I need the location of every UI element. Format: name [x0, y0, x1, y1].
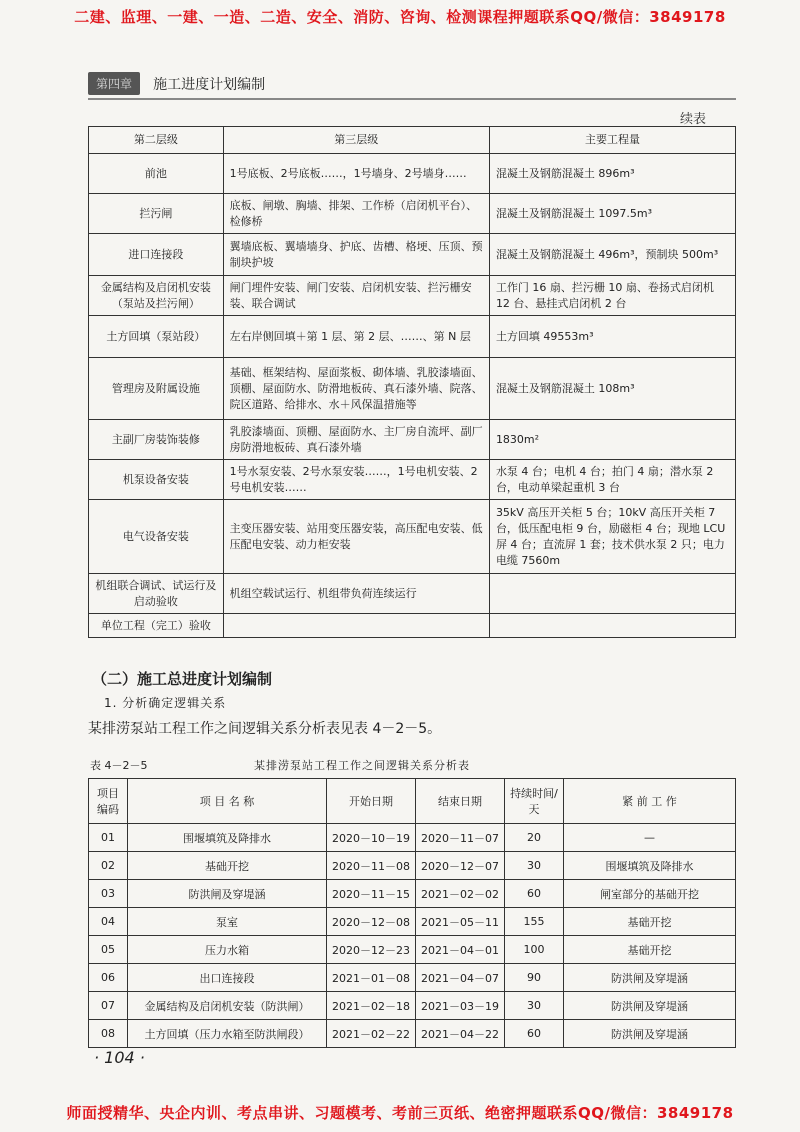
table-cell: 2020－11－07 [416, 824, 505, 852]
section-heading: （二）施工总进度计划编制 [92, 670, 273, 688]
table-caption-number: 表 4－2－5 [90, 759, 148, 772]
table-row [89, 1020, 736, 1048]
logic-relation-table [88, 778, 736, 1048]
column-header: 第二层级 [89, 127, 224, 154]
table-cell: 主变压器安装、站用变压器安装，高压配电安装、低压配电安装、动力柜安装 [223, 500, 489, 574]
table-cell: 2020－12－23 [327, 936, 416, 964]
column-header: 结束日期 [416, 779, 505, 824]
table-cell: 基础开挖 [128, 852, 327, 880]
table-cell: 防洪闸及穿堤涵 [128, 880, 327, 908]
table-row [89, 460, 736, 500]
table-row [89, 824, 736, 852]
table-cell: 20 [505, 824, 564, 852]
chapter-header [88, 72, 736, 100]
table-cell: 单位工程（完工）验收 [89, 614, 224, 638]
table-row [89, 316, 736, 358]
table-cell: 防洪闸及穿堤涵 [564, 992, 736, 1020]
table-cell: 围堰填筑及降排水 [564, 852, 736, 880]
table-cell: 围堰填筑及降排水 [128, 824, 327, 852]
table-cell: 进口连接段 [89, 234, 224, 276]
table-cell: 04 [89, 908, 128, 936]
table-cell: 闸门埋件安装、闸门安装、启闭机安装、拦污栅安装、联合调试 [223, 276, 489, 316]
table-row [89, 936, 736, 964]
bottom-promo-banner: 师面授精华、央企内训、考点串讲、习题模考、考前三页纸、绝密押题联系QQ/微信：3849178 [66, 1104, 734, 1122]
table-row [89, 880, 736, 908]
table-cell: 2021－02－02 [416, 880, 505, 908]
table-header-row [89, 127, 736, 154]
table-cell: 管理房及附属设施 [89, 358, 224, 420]
table-cell: 1号底板、2号底板……，1号墙身、2号墙身…… [223, 154, 489, 194]
table-cell: 基础开挖 [564, 908, 736, 936]
table-cell: 08 [89, 1020, 128, 1048]
table-cell: 60 [505, 880, 564, 908]
table-row [89, 276, 736, 316]
chapter-tag: 第四章 [88, 72, 140, 95]
table-cell: 2020－11－08 [327, 852, 416, 880]
table-row [89, 964, 736, 992]
table-cell: 土方回填（泵站段） [89, 316, 224, 358]
table-cell: 电气设备安装 [89, 500, 224, 574]
table-cell: 90 [505, 964, 564, 992]
table-cell: 机泵设备安装 [89, 460, 224, 500]
table-cell: — [564, 824, 736, 852]
table-cell: 2020－11－15 [327, 880, 416, 908]
table-cell: 闸室部分的基础开挖 [564, 880, 736, 908]
page-number: · 104 · [94, 1048, 145, 1067]
table-cell: 2021－05－11 [416, 908, 505, 936]
table-cell: 出口连接段 [128, 964, 327, 992]
table-cell: 底板、闸墩、胸墙、排架、工作桥（启闭机平台）、检修桥 [223, 194, 489, 234]
table-row [89, 234, 736, 276]
table-cell [489, 574, 735, 614]
table-cell: 2021－04－07 [416, 964, 505, 992]
body-paragraph: 某排涝泵站工程工作之间逻辑关系分析表见表 4－2－5。 [88, 721, 442, 737]
table-cell: 2020－10－19 [327, 824, 416, 852]
table-row [89, 574, 736, 614]
table-cell: 混凝土及钢筋混凝土 496m³，预制块 500m³ [489, 234, 735, 276]
table-cell: 工作门 16 扇、拦污栅 10 扇、卷扬式启闭机 12 台、悬挂式启闭机 2 台 [489, 276, 735, 316]
table-cell: 2021－02－22 [327, 1020, 416, 1048]
table-cell: 金属结构及启闭机安装（防洪闸） [128, 992, 327, 1020]
column-header: 项 目 名 称 [128, 779, 327, 824]
top-promo-banner: 二建、监理、一建、一造、二造、安全、消防、咨询、检测课程押题联系QQ/微信：3849178 [74, 8, 726, 26]
table-cell: 压力水箱 [128, 936, 327, 964]
table-cell: 02 [89, 852, 128, 880]
subsection-heading: 1. 分析确定逻辑关系 [104, 696, 227, 710]
column-header: 第三层级 [223, 127, 489, 154]
column-header: 项目编码 [89, 779, 128, 824]
table-cell: 07 [89, 992, 128, 1020]
table-cell: 泵室 [128, 908, 327, 936]
table-row [89, 908, 736, 936]
table-cell: 乳胶漆墙面、顶棚、屋面防水、主厂房自流坪、副厂房防滑地板砖、真石漆外墙 [223, 420, 489, 460]
table-row [89, 358, 736, 420]
table-caption-title: 某排涝泵站工程工作之间逻辑关系分析表 [254, 759, 470, 772]
column-header: 紧 前 工 作 [564, 779, 736, 824]
table-cell: 主副厂房装饰装修 [89, 420, 224, 460]
table-row [89, 852, 736, 880]
table-cell: 100 [505, 936, 564, 964]
column-header: 开始日期 [327, 779, 416, 824]
table-row [89, 614, 736, 638]
table-cell: 拦污闸 [89, 194, 224, 234]
table-cell: 05 [89, 936, 128, 964]
table-cell: 01 [89, 824, 128, 852]
table-row [89, 992, 736, 1020]
table-cell: 基础开挖 [564, 936, 736, 964]
table-cell: 土方回填（压力水箱至防洪闸段） [128, 1020, 327, 1048]
chapter-title: 施工进度计划编制 [153, 76, 266, 93]
table-cell: 2021－01－08 [327, 964, 416, 992]
table-cell: 30 [505, 852, 564, 880]
table-cell: 1号水泵安装、2号水泵安装……，1号电机安装、2号电机安装…… [223, 460, 489, 500]
table-cell: 机组空载试运行、机组带负荷连续运行 [223, 574, 489, 614]
table-row [89, 194, 736, 234]
table-cell: 混凝土及钢筋混凝土 108m³ [489, 358, 735, 420]
work-breakdown-table [88, 126, 736, 638]
table-cell: 60 [505, 1020, 564, 1048]
table-cell: 35kV 高压开关柜 5 台；10kV 高压开关柜 7 台，低压配电柜 9 台，励磁柜 4 台；现地 LCU 屏 4 台；直流屏 1 套；技术供水泵 2 只；电力电缆 7560m [489, 500, 735, 574]
table-cell: 防洪闸及穿堤涵 [564, 1020, 736, 1048]
table-cell: 基础、框架结构、屋面浆板、砌体墙、乳胶漆墙面、顶棚、屋面防水、防滑地板砖、真石漆外墙、院落、院区道路、给排水、水＋风保温措施等 [223, 358, 489, 420]
table-cell: 2021－04－22 [416, 1020, 505, 1048]
continued-label: 续表 [680, 112, 707, 127]
table-cell: 2020－12－08 [327, 908, 416, 936]
table-cell: 2021－03－19 [416, 992, 505, 1020]
table-cell: 1830m² [489, 420, 735, 460]
table-cell: 金属结构及启闭机安装（泵站及拦污闸） [89, 276, 224, 316]
table-cell: 06 [89, 964, 128, 992]
table-cell: 混凝土及钢筋混凝土 1097.5m³ [489, 194, 735, 234]
table-cell: 防洪闸及穿堤涵 [564, 964, 736, 992]
table-cell: 03 [89, 880, 128, 908]
table-cell: 混凝土及钢筋混凝土 896m³ [489, 154, 735, 194]
column-header: 主要工程量 [489, 127, 735, 154]
table-cell: 30 [505, 992, 564, 1020]
table-row [89, 420, 736, 460]
table-cell: 左右岸侧回填＋第 1 层、第 2 层、……、第 N 层 [223, 316, 489, 358]
table-cell [489, 614, 735, 638]
table-cell [223, 614, 489, 638]
table-cell: 155 [505, 908, 564, 936]
column-header: 持续时间/天 [505, 779, 564, 824]
table-cell: 机组联合调试、试运行及启动验收 [89, 574, 224, 614]
table-cell: 翼墙底板、翼墙墙身、护底、齿槽、格埂、压顶、预制块护坡 [223, 234, 489, 276]
table-row [89, 500, 736, 574]
table-row [89, 154, 736, 194]
table-cell: 2021－04－01 [416, 936, 505, 964]
table-cell: 土方回填 49553m³ [489, 316, 735, 358]
table-cell: 2021－02－18 [327, 992, 416, 1020]
table-cell: 水泵 4 台；电机 4 台；拍门 4 扇；潜水泵 2 台，电动单梁起重机 3 台 [489, 460, 735, 500]
table-cell: 前池 [89, 154, 224, 194]
table-cell: 2020－12－07 [416, 852, 505, 880]
table-header-row [89, 779, 736, 824]
